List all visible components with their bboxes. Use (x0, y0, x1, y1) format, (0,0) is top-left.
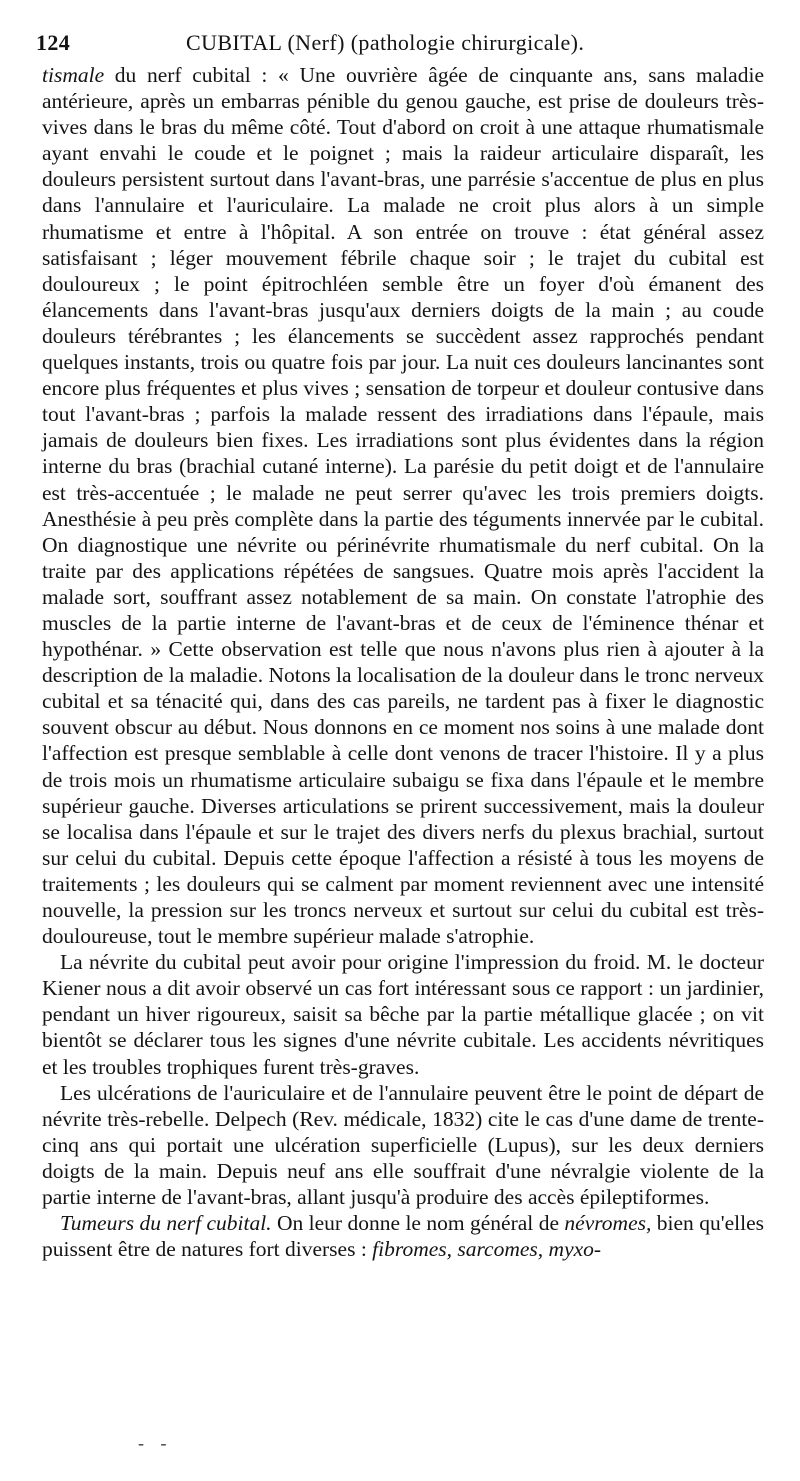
body-text (42, 62, 764, 1262)
paragraph-cold-cause (42, 949, 764, 1079)
paragraph-ulcerations (42, 1080, 764, 1210)
paragraph-observation (42, 62, 764, 949)
paragraph-text: La névrite du cubital peut avoir pour origine l'impression du froid. M. le docteur Kiener nous a dit avoir observé un cas fort intéressant sous ce rapport : un jardinier, pendant un hiver rigoureux, saisit sa bêche par la partie métallique glacée ; on vit bientôt se déclarer tous les signes d'une névrite cubitale. Les accidents névritiques et les troubles trophiques furent très-graves. (42, 950, 764, 1079)
page-number: 124 (36, 30, 71, 55)
italic-term: névromes, (564, 1211, 652, 1236)
running-head-title: CUBITAL (Nerf) (pathologie chirurgicale). (186, 30, 585, 55)
italic-term: fibromes, sarcomes, myxo- (372, 1237, 602, 1262)
section-heading-italic: Tumeurs du nerf cubital. (60, 1211, 272, 1236)
paragraph-text: On leur donne le nom général de (271, 1211, 565, 1236)
running-head (36, 26, 762, 60)
paragraph-text: du nerf cubital : « Une ouvrière âgée de cinquante ans, sans maladie antérieure, après un embarras pénible du genou gauche, est prise de douleurs très-vives dans le bras du même côté. Tout d'abord on croit à une attaque rhumatismale ayant envahi le coude et le poignet ; mais la raideur articulaire disparaît, les douleurs persistent surtout dans l'avant-bras, une parrésie s'accentue de plus en plus dans l'annulaire et l'auriculaire. La malade ne croit plus alors à un simple rhumatisme et entre à l'hôpital. A son entrée on trouve : état général assez satisfaisant ; léger mouvement fébrile chaque soir ; le trajet du cubital est douloureux ; le point épitrochléen semble être un foyer d'où émanent des élancements dans l'avant-bras jusqu'aux derniers doigts de la main ; au coude douleurs térébrantes ; les élancements se succèdent assez rapprochés pendant quelques instants, trois ou quatre fois par jour. La nuit ces douleurs lancinantes sont encore plus fréquentes et plus vives ; sensation de torpeur et douleur contusive dans tout l'avant-bras ; parfois la malade ressent des irradiations dans l'épaule, mais jamais de douleurs bien fixes. Les irradiations sont plus évidentes dans la région interne du bras (brachial cutané interne). La parésie du petit doigt et de l'annulaire est très-accentuée ; le malade ne peut serrer qu'avec les trois premiers doigts. Anesthésie à peu près complète dans la partie des téguments innervée par le cubital. On diagnostique une névrite ou périnévrite rhumatismale du nerf cubital. On la traite par des applications répétées de sangsues. Quatre mois après l'accident la malade sort, souffrant assez notablement de sa main. On constate l'atrophie des muscles de la partie interne de l'avant-bras et de ceux de l'éminence thénar et hypothénar. » Cette observation est telle que nous n'avons plus rien à ajouter à la description de la maladie. Notons la localisation de la douleur dans le tronc nerveux cubital et sa ténacité qui, dans des cas pareils, ne tardent pas à fixer le diagnostic souvent obscur au début. Nous donnons en ce moment nos soins à une malade dont l'affection est presque semblable à celle dont venons de tracer l'histoire. Il y a plus de trois mois un rhumatisme articulaire subaigu se fixa dans l'épaule et le membre supérieur gauche. Diverses articulations se prirent successivement, mais la douleur se localisa dans l'épaule et sur le trajet des divers nerfs du plexus brachial, surtout sur celui du cubital. Depuis cette époque l'affection a résisté à tous les moyens de traitements ; les douleurs qui se calment par moment reviennent avec une intensité nouvelle, la pression sur les troncs nerveux et surtout sur celui du cubital est très-douloureuse, tout le membre supérieur malade s'atrophie. (42, 63, 764, 949)
footer-marks: - - (138, 1433, 173, 1453)
paragraph-text: Les ulcérations de l'auriculaire et de l'annulaire peuvent être le point de départ de névrite très-rebelle. Delpech (Rev. médicale, 1832) cite le cas d'une dame de trente-cinq ans qui portait une ulcération superficielle (Lupus), sur les deux derniers doigts de la main. Depuis neuf ans elle souffrait d'une névralgie violente de la partie interne de l'avant-bras, allant jusqu'à produire des accès épileptiformes. (42, 1080, 764, 1210)
paragraph-text: bien qu'elles puissent être de natures fort diverses : (42, 1211, 764, 1262)
paragraph-lead-italic: tismale (42, 63, 105, 87)
paragraph-tumeurs (42, 1210, 764, 1262)
